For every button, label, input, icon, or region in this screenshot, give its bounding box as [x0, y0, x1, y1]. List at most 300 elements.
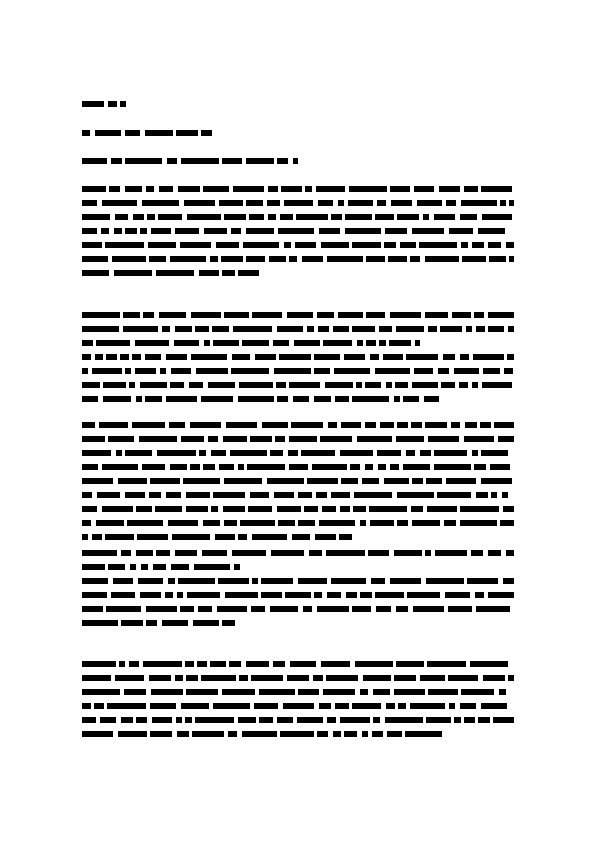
- word-block: [175, 326, 192, 332]
- word-block: [136, 550, 153, 556]
- word-block: [82, 422, 95, 428]
- word-block: [488, 326, 504, 332]
- word-block: [82, 368, 88, 374]
- word-block: [181, 703, 209, 709]
- word-block: [352, 326, 375, 332]
- word-block: [323, 689, 355, 695]
- word-block: [366, 256, 385, 262]
- word-block: [102, 506, 133, 512]
- word-block: [441, 382, 455, 388]
- word-block: [270, 606, 298, 612]
- word-block: [82, 354, 91, 360]
- word-block: [82, 382, 100, 388]
- word-block: [420, 450, 431, 456]
- word-block: [437, 492, 471, 498]
- word-block: [331, 492, 350, 498]
- word-block: [503, 506, 514, 512]
- word-block: [116, 450, 122, 456]
- word-block: [341, 422, 361, 428]
- word-block: [267, 478, 304, 484]
- word-block: [365, 422, 376, 428]
- word-block: [176, 130, 198, 136]
- word-block: [448, 606, 472, 612]
- word-block: [298, 520, 315, 526]
- word-block: [318, 200, 333, 206]
- word-block: [461, 689, 494, 695]
- word-block: [215, 534, 235, 540]
- word-block: [465, 422, 477, 428]
- word-block: [346, 592, 357, 598]
- word-block: [198, 606, 212, 612]
- word-block: [407, 592, 440, 598]
- word-block: [375, 368, 410, 374]
- word-block: [95, 354, 103, 360]
- word-block: [331, 578, 366, 584]
- word-block: [454, 368, 479, 374]
- word-block: [125, 368, 131, 374]
- word-block: [226, 422, 257, 428]
- word-block: [340, 506, 350, 512]
- word-block: [106, 606, 141, 612]
- word-block: [231, 368, 269, 374]
- word-block: [454, 717, 461, 723]
- word-block: [82, 326, 119, 332]
- word-block: [426, 717, 451, 723]
- word-block: [350, 464, 360, 470]
- word-block: [82, 214, 110, 220]
- word-block: [500, 200, 506, 206]
- word-block: [171, 368, 191, 374]
- word-block: [365, 464, 373, 470]
- word-block: [283, 703, 314, 709]
- word-block: [290, 661, 316, 667]
- word-block: [444, 520, 456, 526]
- word-block: [152, 717, 172, 723]
- word-block: [370, 354, 379, 360]
- word-block: [224, 312, 249, 318]
- word-block: [136, 396, 142, 402]
- word-block: [380, 422, 394, 428]
- word-block: [195, 717, 234, 723]
- word-block: [82, 564, 105, 570]
- word-block: [414, 186, 434, 192]
- word-block: [481, 450, 508, 456]
- word-block: [376, 606, 391, 612]
- word-block: [449, 703, 455, 709]
- word-block: [246, 200, 263, 206]
- word-block: [323, 340, 352, 346]
- word-block: [201, 130, 212, 136]
- word-block: [415, 340, 420, 346]
- word-block: [357, 340, 363, 346]
- word-block: [423, 214, 429, 220]
- word-block: [411, 506, 423, 512]
- word-block: [483, 368, 500, 374]
- word-block: [142, 464, 165, 470]
- word-block: [151, 689, 183, 695]
- word-block: [464, 186, 478, 192]
- word-block: [428, 436, 459, 442]
- word-block: [356, 382, 362, 388]
- word-block: [377, 450, 401, 456]
- word-block: [305, 186, 312, 192]
- word-block: [92, 368, 122, 374]
- word-block: [190, 422, 221, 428]
- word-block: [228, 731, 237, 737]
- word-block: [129, 382, 135, 388]
- word-block: [341, 478, 358, 484]
- word-block: [96, 520, 124, 526]
- word-block: [390, 186, 410, 192]
- word-block: [470, 661, 508, 667]
- word-block: [239, 382, 273, 388]
- word-block: [191, 312, 221, 318]
- word-block: [366, 312, 385, 318]
- word-block: [140, 382, 167, 388]
- word-block: [186, 492, 210, 498]
- word-block: [130, 564, 136, 570]
- word-block: [277, 506, 301, 512]
- word-block: [390, 312, 421, 318]
- word-block: [232, 354, 250, 360]
- word-block: [213, 703, 250, 709]
- word-block: [251, 675, 283, 681]
- word-block: [203, 186, 229, 192]
- word-block: [175, 675, 183, 681]
- word-block: [471, 550, 483, 556]
- word-block: [159, 186, 173, 192]
- word-block: [396, 661, 424, 667]
- word-block: [278, 228, 314, 234]
- word-block: [425, 256, 459, 262]
- word-block: [394, 550, 422, 556]
- word-block: [425, 422, 447, 428]
- word-block: [203, 520, 220, 526]
- word-block: [108, 101, 117, 107]
- word-block: [159, 312, 186, 318]
- word-block: [170, 256, 206, 262]
- word-block: [82, 578, 108, 584]
- word-block: [94, 703, 104, 709]
- word-block: [247, 464, 285, 470]
- word-block: [460, 520, 497, 526]
- word-block: [82, 731, 113, 737]
- word-block: [277, 717, 293, 723]
- word-block: [320, 436, 352, 442]
- word-block: [273, 340, 289, 346]
- word-block: [443, 354, 455, 360]
- word-block: [295, 242, 316, 248]
- word-block: [114, 270, 152, 276]
- word-block: [413, 606, 444, 612]
- word-block: [82, 228, 97, 234]
- word-block: [82, 550, 117, 556]
- word-block: [82, 606, 103, 612]
- word-block: [412, 382, 438, 388]
- word-block: [326, 675, 358, 681]
- word-block: [270, 450, 283, 456]
- word-block: [355, 661, 393, 667]
- word-block: [303, 606, 312, 612]
- word-block: [397, 520, 408, 526]
- word-block: [201, 396, 233, 402]
- word-block: [146, 186, 154, 192]
- word-block: [277, 396, 288, 402]
- word-block: [106, 354, 117, 360]
- word-block: [251, 606, 265, 612]
- word-block: [464, 717, 475, 723]
- word-block: [221, 256, 243, 262]
- word-block: [224, 214, 246, 220]
- word-block: [314, 396, 331, 402]
- word-block: [276, 382, 286, 388]
- word-block: [82, 592, 107, 598]
- word-block: [185, 717, 192, 723]
- word-block: [371, 578, 385, 584]
- word-block: [208, 436, 218, 442]
- word-block: [125, 158, 162, 164]
- word-block: [269, 256, 286, 262]
- word-block: [194, 564, 230, 570]
- word-block: [82, 450, 111, 456]
- word-block: [362, 478, 379, 484]
- word-block: [301, 450, 335, 456]
- word-block: [150, 478, 180, 484]
- word-block: [507, 354, 514, 360]
- word-block: [478, 717, 490, 723]
- word-block: [82, 200, 97, 206]
- word-block: [239, 675, 248, 681]
- word-block: [289, 382, 320, 388]
- word-block: [125, 130, 140, 136]
- word-block: [464, 436, 494, 442]
- word-block: [82, 534, 88, 540]
- word-block: [97, 492, 120, 498]
- word-block: [394, 675, 416, 681]
- word-block: [82, 340, 93, 346]
- word-block: [394, 689, 425, 695]
- word-block: [344, 731, 357, 737]
- word-block: [446, 200, 456, 206]
- word-block: [406, 450, 415, 456]
- word-block: [500, 520, 514, 526]
- word-block: [406, 354, 438, 360]
- word-block: [354, 492, 392, 498]
- word-block: [478, 228, 505, 234]
- word-block: [362, 731, 368, 737]
- word-block: [157, 450, 196, 456]
- word-block: [148, 242, 176, 248]
- word-block: [352, 396, 389, 402]
- word-block: [136, 717, 147, 723]
- word-block: [427, 661, 466, 667]
- word-block: [96, 340, 130, 346]
- word-block: [287, 312, 313, 318]
- word-block: [293, 158, 298, 164]
- word-block: [448, 675, 478, 681]
- word-block: [175, 228, 199, 234]
- word-block: [482, 214, 512, 220]
- word-block: [338, 200, 344, 206]
- word-block: [219, 200, 243, 206]
- word-block: [385, 228, 407, 234]
- word-block: [460, 506, 499, 512]
- word-block: [273, 661, 285, 667]
- word-block: [195, 326, 209, 332]
- word-block: [121, 717, 133, 723]
- word-block: [335, 396, 349, 402]
- word-block: [410, 703, 445, 709]
- word-block: [274, 368, 311, 374]
- word-block: [153, 564, 166, 570]
- word-block: [112, 256, 146, 262]
- word-block: [506, 550, 514, 556]
- word-block: [398, 703, 406, 709]
- word-block: [132, 422, 165, 428]
- word-block: [82, 464, 98, 470]
- word-block: [474, 464, 486, 470]
- word-block: [181, 158, 219, 164]
- word-block: [353, 506, 366, 512]
- word-block: [333, 731, 341, 737]
- word-block: [125, 186, 142, 192]
- word-block: [315, 534, 336, 540]
- word-block: [307, 326, 314, 332]
- word-block: [340, 450, 373, 456]
- word-block: [340, 717, 370, 723]
- word-block: [449, 228, 473, 234]
- word-block: [118, 731, 147, 737]
- word-block: [208, 382, 235, 388]
- word-block: [255, 354, 276, 360]
- word-block: [238, 717, 256, 723]
- word-block: [231, 228, 241, 234]
- word-block: [360, 592, 372, 598]
- word-block: [365, 382, 381, 388]
- word-block: [488, 242, 501, 248]
- word-block: [288, 450, 298, 456]
- word-block: [142, 200, 179, 206]
- word-block: [385, 717, 423, 723]
- word-block: [82, 717, 96, 723]
- word-block: [297, 717, 323, 723]
- word-block: [82, 312, 120, 318]
- word-block: [82, 242, 102, 248]
- word-block: [82, 186, 106, 192]
- word-block: [121, 550, 131, 556]
- word-block: [259, 717, 273, 723]
- word-block: [368, 550, 389, 556]
- word-block: [451, 422, 460, 428]
- word-block: [279, 354, 311, 360]
- word-block: [105, 242, 144, 248]
- word-block: [317, 312, 334, 318]
- word-block: [494, 422, 514, 428]
- word-block: [319, 703, 331, 709]
- word-block: [289, 464, 308, 470]
- word-block: [196, 368, 228, 374]
- word-block: [176, 717, 182, 723]
- word-block: [476, 606, 510, 612]
- word-block: [335, 703, 349, 709]
- word-block: [166, 354, 187, 360]
- word-block: [360, 689, 368, 695]
- word-block: [483, 675, 505, 681]
- word-block: [400, 242, 416, 248]
- word-block: [223, 506, 245, 512]
- word-block: [426, 478, 442, 484]
- word-block: [345, 228, 381, 234]
- word-block: [149, 492, 161, 498]
- word-block: [246, 661, 269, 667]
- word-block: [171, 564, 189, 570]
- word-block: [160, 368, 166, 374]
- word-block: [472, 242, 484, 248]
- word-block: [190, 464, 200, 470]
- word-block: [82, 270, 109, 276]
- word-block: [252, 312, 282, 318]
- word-block: [481, 703, 507, 709]
- word-block: [474, 312, 484, 318]
- word-block: [388, 256, 407, 262]
- word-block: [82, 158, 107, 164]
- word-block: [309, 550, 322, 556]
- word-block: [123, 326, 158, 332]
- word-block: [210, 661, 226, 667]
- word-block: [435, 550, 467, 556]
- word-block: [298, 492, 312, 498]
- word-block: [250, 436, 272, 442]
- word-block: [509, 200, 514, 206]
- word-block: [233, 186, 264, 192]
- word-block: [472, 382, 478, 388]
- word-block: [168, 520, 198, 526]
- word-block: [243, 242, 279, 248]
- word-block: [125, 492, 145, 498]
- word-block: [499, 689, 506, 695]
- word-block: [213, 340, 239, 346]
- word-block: [446, 478, 476, 484]
- word-block: [149, 256, 166, 262]
- word-block: [267, 200, 280, 206]
- word-block: [462, 256, 486, 262]
- word-block: [178, 186, 200, 192]
- word-block: [349, 186, 387, 192]
- word-block: [249, 214, 264, 220]
- word-block: [82, 396, 98, 402]
- word-block: [82, 256, 108, 262]
- word-block: [488, 592, 514, 598]
- word-block: [504, 368, 513, 374]
- word-block: [369, 506, 407, 512]
- word-block: [278, 520, 295, 526]
- word-block: [177, 592, 183, 598]
- word-block: [186, 506, 208, 512]
- word-block: [225, 592, 258, 598]
- word-block: [202, 550, 227, 556]
- word-block: [175, 550, 197, 556]
- word-block: [498, 436, 514, 442]
- word-block: [82, 130, 90, 136]
- word-block: [312, 464, 347, 470]
- word-block: [296, 214, 328, 220]
- word-block: [246, 158, 274, 164]
- word-block: [480, 422, 491, 428]
- word-block: [425, 312, 448, 318]
- word-block: [222, 158, 242, 164]
- word-block: [322, 506, 336, 512]
- word-block: [317, 606, 349, 612]
